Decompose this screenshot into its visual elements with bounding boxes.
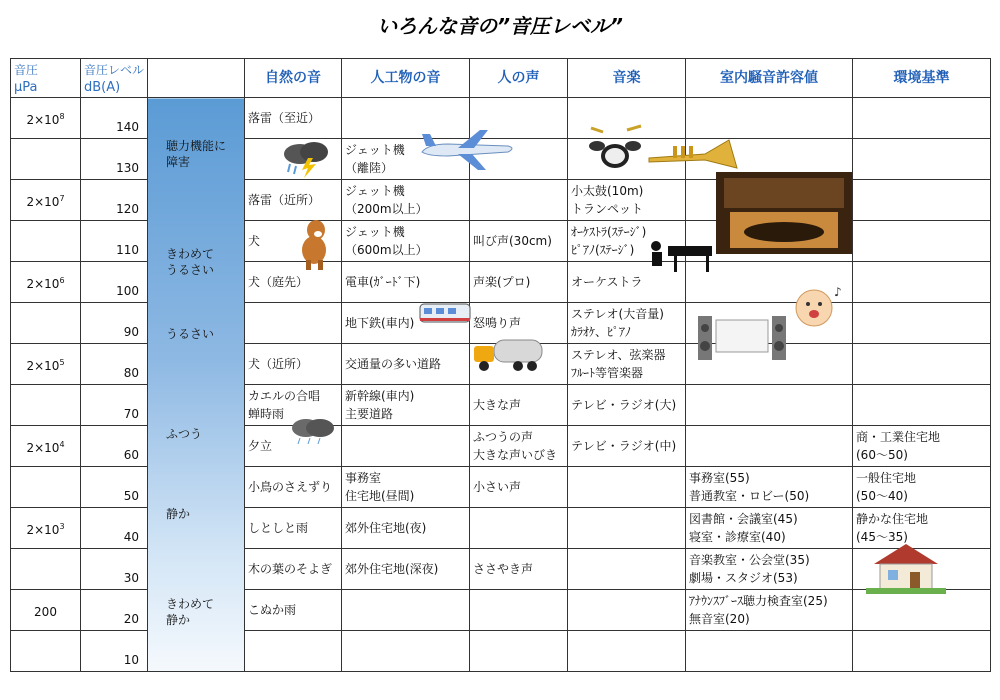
loudness-label: きわめて 静か <box>166 597 215 627</box>
pressure-unit: μPa <box>14 80 38 95</box>
music-cell: オーケストラ <box>568 262 686 303</box>
voice-cell: ふつうの声 大きな声いびき <box>470 426 568 467</box>
nature-cell <box>245 303 342 344</box>
pressure-cell <box>11 385 81 426</box>
music-cell <box>568 631 686 672</box>
header-pressure <box>11 59 81 98</box>
pressure-exponent: 5 <box>59 357 65 367</box>
level-cell: 10 <box>81 631 148 672</box>
voice-cell: 大きな声 <box>470 385 568 426</box>
artificial-cell: 交通量の多い道路 <box>342 344 470 385</box>
env-cell <box>853 98 991 139</box>
env-cell <box>853 139 991 180</box>
dog-icon <box>296 216 336 272</box>
pressure-value: 2×10 <box>26 358 60 373</box>
thunderstorm-icon <box>278 138 338 178</box>
artificial-cell <box>342 631 470 672</box>
pressure-cell <box>11 303 81 344</box>
svg-text:♪: ♪ <box>834 285 842 299</box>
artificial-cell: 郊外住宅地(深夜) <box>342 549 470 590</box>
env-cell: 一般住宅地 (50〜40) <box>853 467 991 508</box>
artificial-cell: 地下鉄(車内) <box>342 303 470 344</box>
artificial-cell: ジェット機 （離陸） <box>342 139 470 180</box>
header-artificial: 人工物の音 <box>342 59 470 98</box>
level-cell: 110 <box>81 221 148 262</box>
artificial-cell: 事務室 住宅地(昼間) <box>342 467 470 508</box>
pressure-cell <box>11 221 81 262</box>
level-cell: 80 <box>81 344 148 385</box>
subway-train-icon <box>418 298 474 328</box>
level-cell: 30 <box>81 549 148 590</box>
loudness-label: 静か <box>166 507 191 521</box>
music-cell <box>568 467 686 508</box>
env-cell: 商・工業住宅地 (60〜50) <box>853 426 991 467</box>
level-unit: dB(A) <box>84 80 121 95</box>
pressure-cell <box>11 426 81 467</box>
stereo-icon <box>696 312 788 364</box>
indoor-cell: ｱﾅｳﾝｽﾌﾞｰｽ聴力検査室(25) 無音室(20) <box>686 590 853 631</box>
pressure-value: 200 <box>34 604 57 619</box>
nature-cell: 犬（庭先） <box>245 262 342 303</box>
header-nature: 自然の音 <box>245 59 342 98</box>
indoor-cell <box>686 426 853 467</box>
pressure-exponent: 6 <box>59 275 65 285</box>
env-cell <box>853 385 991 426</box>
music-cell: 小太鼓(10m) トランペット <box>568 180 686 221</box>
music-cell: ステレオ(大音量) ｶﾗｵｹ、ﾋﾟｱﾉ <box>568 303 686 344</box>
voice-cell: 小さい声 <box>470 467 568 508</box>
env-cell <box>853 221 991 262</box>
voice-cell <box>470 631 568 672</box>
level-cell: 90 <box>81 303 148 344</box>
nature-cell: こぬか雨 <box>245 590 342 631</box>
env-cell <box>853 631 991 672</box>
nature-cell: 夕立 <box>245 426 342 467</box>
pressure-value: 2×10 <box>26 112 60 127</box>
pressure-cell <box>11 590 81 631</box>
env-cell: 静かな住宅地 (45〜35) <box>853 508 991 549</box>
house-icon <box>864 540 948 596</box>
level-cell: 60 <box>81 426 148 467</box>
level-cell: 130 <box>81 139 148 180</box>
header-env: 環境基準 <box>853 59 991 98</box>
voice-cell <box>470 590 568 631</box>
indoor-cell: 音楽教室・公会堂(35) 劇場・スタジオ(53) <box>686 549 853 590</box>
env-cell <box>853 180 991 221</box>
karaoke-singer-icon <box>790 282 846 334</box>
nature-cell: 落雷（近所） <box>245 180 342 221</box>
music-cell <box>568 549 686 590</box>
nature-cell: カエルの合唱 蝉時雨 <box>245 385 342 426</box>
artificial-cell: 電車(ｶﾞｰﾄﾞ下) <box>342 262 470 303</box>
pressure-exponent: 7 <box>59 193 65 203</box>
concert-hall-photo <box>716 172 852 254</box>
nature-cell: しとしと雨 <box>245 508 342 549</box>
piano-player-icon <box>648 238 714 274</box>
pressure-cell <box>11 262 81 303</box>
music-cell: テレビ・ラジオ(中) <box>568 426 686 467</box>
level-cell: 120 <box>81 180 148 221</box>
voice-cell <box>470 180 568 221</box>
nature-cell: 小鳥のさえずり <box>245 467 342 508</box>
music-cell: ｵｰｹｽﾄﾗ(ｽﾃｰｼﾞ) ﾋﾟｱﾉ(ｽﾃｰｼﾞ) <box>568 221 686 262</box>
level-cell: 20 <box>81 590 148 631</box>
header-row <box>11 59 991 98</box>
airplane-icon <box>418 126 518 174</box>
header-voice: 人の声 <box>470 59 568 98</box>
voice-cell: 怒鳴り声 <box>470 303 568 344</box>
trumpet-icon <box>645 128 745 178</box>
music-cell: テレビ・ラジオ(大) <box>568 385 686 426</box>
music-cell <box>568 508 686 549</box>
pressure-cell <box>11 98 81 139</box>
pressure-cell <box>11 508 81 549</box>
indoor-cell <box>686 385 853 426</box>
music-cell: ステレオ、弦楽器 ﾌﾙｰﾄ等管楽器 <box>568 344 686 385</box>
indoor-cell: 事務室(55) 普通教室・ロビー(50) <box>686 467 853 508</box>
pressure-value: 2×10 <box>26 276 60 291</box>
pressure-cell <box>11 344 81 385</box>
header-indoor: 室内騒音許容値 <box>686 59 853 98</box>
music-cell <box>568 590 686 631</box>
artificial-cell: ジェット機 （600m以上） <box>342 221 470 262</box>
artificial-cell: 新幹線(車内) 主要道路 <box>342 385 470 426</box>
nature-cell: 犬 <box>245 221 342 262</box>
loudness-gradient-column <box>148 98 245 672</box>
nature-cell <box>245 631 342 672</box>
indoor-cell: 図書館・会議室(45) 寝室・診療室(40) <box>686 508 853 549</box>
level-cell: 50 <box>81 467 148 508</box>
pressure-value: 2×10 <box>26 522 60 537</box>
artificial-cell: 郊外住宅地(夜) <box>342 508 470 549</box>
drum-kit-icon <box>585 122 645 172</box>
indoor-cell <box>686 631 853 672</box>
pressure-cell <box>11 139 81 180</box>
header-music: 音楽 <box>568 59 686 98</box>
rain-cloud-icon <box>286 416 340 446</box>
nature-cell: 落雷（至近） <box>245 98 342 139</box>
env-cell <box>853 344 991 385</box>
truck-icon <box>472 336 544 372</box>
pressure-exponent: 8 <box>59 111 65 121</box>
pressure-cell <box>11 180 81 221</box>
level-cell: 140 <box>81 98 148 139</box>
pressure-value: 2×10 <box>26 194 60 209</box>
env-cell <box>853 303 991 344</box>
pressure-exponent: 3 <box>59 521 65 531</box>
loudness-label: うるさい <box>166 327 215 341</box>
pressure-value: 2×10 <box>26 440 60 455</box>
pressure-exponent: 4 <box>59 439 65 449</box>
loudness-label: ふつう <box>166 427 203 441</box>
artificial-cell: ジェット機 （200m以上） <box>342 180 470 221</box>
artificial-cell <box>342 590 470 631</box>
loudness-label: 聴力機能に 障害 <box>166 139 227 169</box>
level-cell: 70 <box>81 385 148 426</box>
pressure-cell <box>11 549 81 590</box>
level-cell: 100 <box>81 262 148 303</box>
artificial-cell <box>342 426 470 467</box>
voice-cell: 声楽(プロ) <box>470 262 568 303</box>
level-label: 音圧レベル <box>84 63 145 77</box>
page-title: いろんな音の”音圧レベル” <box>377 14 623 38</box>
pressure-cell <box>11 467 81 508</box>
loudness-label: きわめて うるさい <box>166 247 215 277</box>
nature-cell: 犬（近所） <box>245 344 342 385</box>
header-level <box>81 59 148 98</box>
voice-cell: 叫び声(30cm) <box>470 221 568 262</box>
voice-cell <box>470 508 568 549</box>
pressure-label: 音圧 <box>14 63 39 77</box>
env-cell <box>853 262 991 303</box>
level-cell: 40 <box>81 508 148 549</box>
header-feeling <box>148 59 245 98</box>
voice-cell: ささやき声 <box>470 549 568 590</box>
pressure-cell <box>11 631 81 672</box>
nature-cell: 木の葉のそよぎ <box>245 549 342 590</box>
